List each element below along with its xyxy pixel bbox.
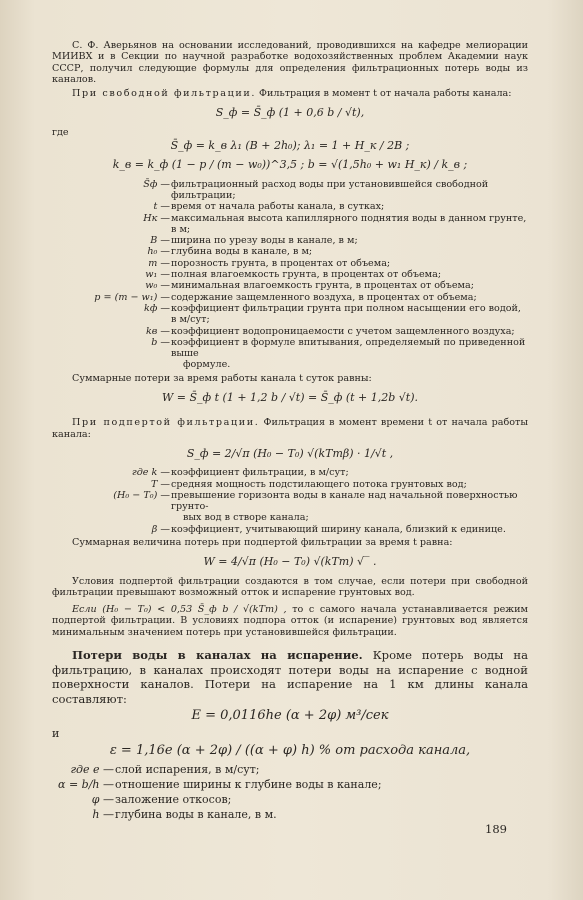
evaporation-definitions bbox=[52, 762, 528, 822]
definition-symbol: h — bbox=[92, 808, 114, 822]
definition-symbol: B — bbox=[150, 235, 170, 247]
page-text bbox=[52, 40, 528, 822]
definition-text: порозность грунта, в процентах от объема; bbox=[171, 257, 391, 269]
definition-text: ширина по урезу воды в канале, в м; bbox=[171, 235, 358, 247]
evaporation-text: Кроме потерь воды на фильтрацию, в каналах происходят потери воды на испарение с водной поверхности каналов. Потери на испарение на 1 км длины канала составляют: bbox=[52, 648, 528, 706]
where-label: где bbox=[52, 126, 69, 138]
definition-text: коэффициент фильтрации, в м/сут; bbox=[171, 467, 349, 479]
definition-text: коэффициент, учитывающий ширину канала, близкий к единице. bbox=[171, 523, 506, 535]
formula-kv: k_в = k_ф (1 − p / (m − w₀))^3,5 ; b = √(1,5h₀ + w₁ H_к) / k_в ; bbox=[112, 158, 468, 172]
backed-if-text: то с самого начала устанавливается режим подпертой фильтрации. В условиях подпора отток (и испарение) грунтовых вод является минимальным значением потерь при установившейся фильтрации. bbox=[52, 604, 528, 638]
definition-symbol: где e — bbox=[70, 763, 114, 777]
definition-row bbox=[52, 467, 528, 478]
page-number: 189 bbox=[485, 822, 507, 836]
free-filtration-text: Фильтрация в момент t от начала работы канала: bbox=[259, 88, 512, 100]
definition-row bbox=[52, 213, 528, 236]
formula-e: E = 0,0116he (α + 2φ) м³/сек bbox=[191, 708, 389, 724]
definition-row bbox=[52, 337, 528, 360]
definition-text: вых вод в створе канала; bbox=[183, 512, 309, 524]
backed-summary: Суммарная величина потерь при подпертой фильтрации за время t равна: bbox=[72, 536, 453, 548]
evaporation-heading: Потери воды в каналах на испарение. bbox=[72, 648, 363, 663]
and-label: и bbox=[52, 726, 60, 740]
definition-text: минимальная влагоемкость грунта, в процентах от объема; bbox=[171, 280, 474, 292]
definition-text: средняя мощность подстилающего потока грунтовых вод; bbox=[171, 478, 467, 490]
definition-text: фильтрационный расход воды при установившейся свободной фильтрации; bbox=[171, 178, 489, 201]
definition-row bbox=[52, 479, 528, 490]
definition-row bbox=[52, 280, 528, 291]
formula-w-free: W = S̄_ф t (1 + 1,2 b / √t) = S̄_ф (t + 1,2b √t). bbox=[161, 391, 419, 405]
definition-symbol: p = (m − w₁) — bbox=[94, 291, 170, 303]
definition-row bbox=[52, 201, 528, 212]
backed-filtration-text: Фильтрация в момент времени t от начала работы канала: bbox=[52, 417, 528, 440]
definition-row bbox=[52, 490, 528, 513]
definition-symbol: kв — bbox=[145, 325, 170, 337]
definition-symbol: T — bbox=[150, 478, 170, 490]
definition-row bbox=[52, 762, 528, 777]
free-filtration-definitions bbox=[52, 179, 528, 371]
evaporation-paragraph bbox=[52, 648, 528, 706]
backed-filtration-paragraph bbox=[52, 417, 528, 440]
definition-row bbox=[52, 326, 528, 337]
definition-text: заложение откосов; bbox=[115, 793, 232, 807]
definition-text: содержание защемленного воздуха, в процентах от объема; bbox=[171, 291, 477, 303]
definition-symbol: t — bbox=[153, 201, 170, 213]
definition-symbol: (H₀ − T₀) — bbox=[113, 489, 170, 501]
definition-text: время от начала работы канала, в сутках; bbox=[171, 201, 385, 213]
definition-symbol: m — bbox=[148, 257, 170, 269]
definition-row bbox=[52, 524, 528, 535]
definition-row bbox=[52, 303, 528, 326]
definition-text: коэффициент фильтрации грунта при полном насыщении его водой, в м/сут; bbox=[171, 302, 521, 326]
definition-row bbox=[52, 235, 528, 246]
backed-if-formula: Если (H₀ − T₀) < 0,53 S̄_ф b / √(kTm) , bbox=[72, 604, 287, 616]
definition-symbol: kф — bbox=[144, 302, 170, 314]
definition-row bbox=[52, 258, 528, 269]
definition-symbol bbox=[52, 359, 171, 370]
definition-row bbox=[52, 292, 528, 303]
definition-row bbox=[52, 246, 528, 257]
definition-row bbox=[52, 512, 528, 523]
formula-sf-bar: S̄_ф = k_в λ₁ (B + 2h₀); λ₁ = 1 + H_к / 2B ; bbox=[170, 139, 410, 153]
definition-row bbox=[52, 777, 528, 792]
formula-epsilon: ε = 1,16e (α + 2φ) / ((α + φ) h) % от расхода канала, bbox=[109, 743, 471, 759]
definition-text: отношение ширины к глубине воды в канале; bbox=[115, 778, 382, 792]
formula-w-backed: W = 4/√π (H₀ − T₀) √(kTm) √‾ . bbox=[203, 555, 377, 569]
definition-symbol: b — bbox=[151, 336, 170, 348]
definition-row bbox=[52, 179, 528, 202]
formula-sf: S_ф = S̄_ф (1 + 0,6 b / √t), bbox=[215, 106, 365, 120]
definition-text: полная влагоемкость грунта, в процентах от объема; bbox=[171, 269, 442, 281]
definition-symbol: w₁ — bbox=[145, 269, 170, 281]
free-summary: Суммарные потери за время работы канала t суток равны: bbox=[72, 372, 372, 384]
definition-symbol: α = b/h — bbox=[58, 778, 114, 792]
definition-symbol: β — bbox=[151, 523, 170, 535]
backed-if-paragraph bbox=[52, 604, 528, 638]
definition-row bbox=[52, 269, 528, 280]
definition-text: глубина воды в канале, в м. bbox=[115, 808, 277, 822]
definition-symbol: h₀ — bbox=[147, 246, 170, 258]
definition-text: слой испарения, в м/сут; bbox=[115, 763, 260, 777]
definition-text: глубина воды в канале, в м; bbox=[171, 246, 313, 258]
definition-symbol: φ — bbox=[91, 793, 114, 807]
intro-paragraph: С. Ф. Аверьянов на основании исследований, проводившихся на кафедре мелиорации МИИВХ и в Секции по научной разработке водохозяйственных проблем Академии наук СССР, получил следующие формулы для определения фильтрационных потерь воды из каналов. bbox=[52, 40, 528, 85]
backed-conditions: Условия подпертой фильтрации создаются в том случае, если потери при свободной фильтрации превышают возможный отток и испарение грунтовых вод. bbox=[52, 575, 528, 598]
free-filtration-paragraph bbox=[52, 88, 528, 99]
definition-symbol: w₀ — bbox=[145, 280, 170, 292]
backed-filtration-definitions bbox=[52, 467, 528, 535]
backed-filtration-heading: При подпертой фильтрации. bbox=[72, 417, 260, 429]
definition-text: максимальная высота капиллярного поднятия воды в данном грунте, в м; bbox=[171, 212, 527, 235]
definition-text: коэффициент в формуле впитывания, определяемый по приведенной выше bbox=[171, 336, 526, 360]
formula-sf-backed: S_ф = 2/√π (H₀ − T₀) √(kTmβ) · 1/√t , bbox=[186, 446, 394, 460]
definition-text: формуле. bbox=[183, 359, 231, 371]
definition-row bbox=[52, 807, 528, 822]
definition-symbol: где k — bbox=[131, 467, 170, 479]
definition-symbol: Hк — bbox=[143, 212, 170, 224]
definition-text: коэффициент водопроницаемости с учетом защемленного воздуха; bbox=[171, 325, 515, 337]
definition-symbol: S̄ф — bbox=[143, 178, 170, 190]
definition-text: превышение горизонта воды в канале над начальной поверхностью грунто- bbox=[171, 489, 518, 513]
definition-row bbox=[52, 359, 528, 370]
definition-symbol bbox=[52, 512, 171, 523]
definition-row bbox=[52, 792, 528, 807]
free-filtration-heading: При свободной фильтрации. bbox=[72, 88, 256, 100]
